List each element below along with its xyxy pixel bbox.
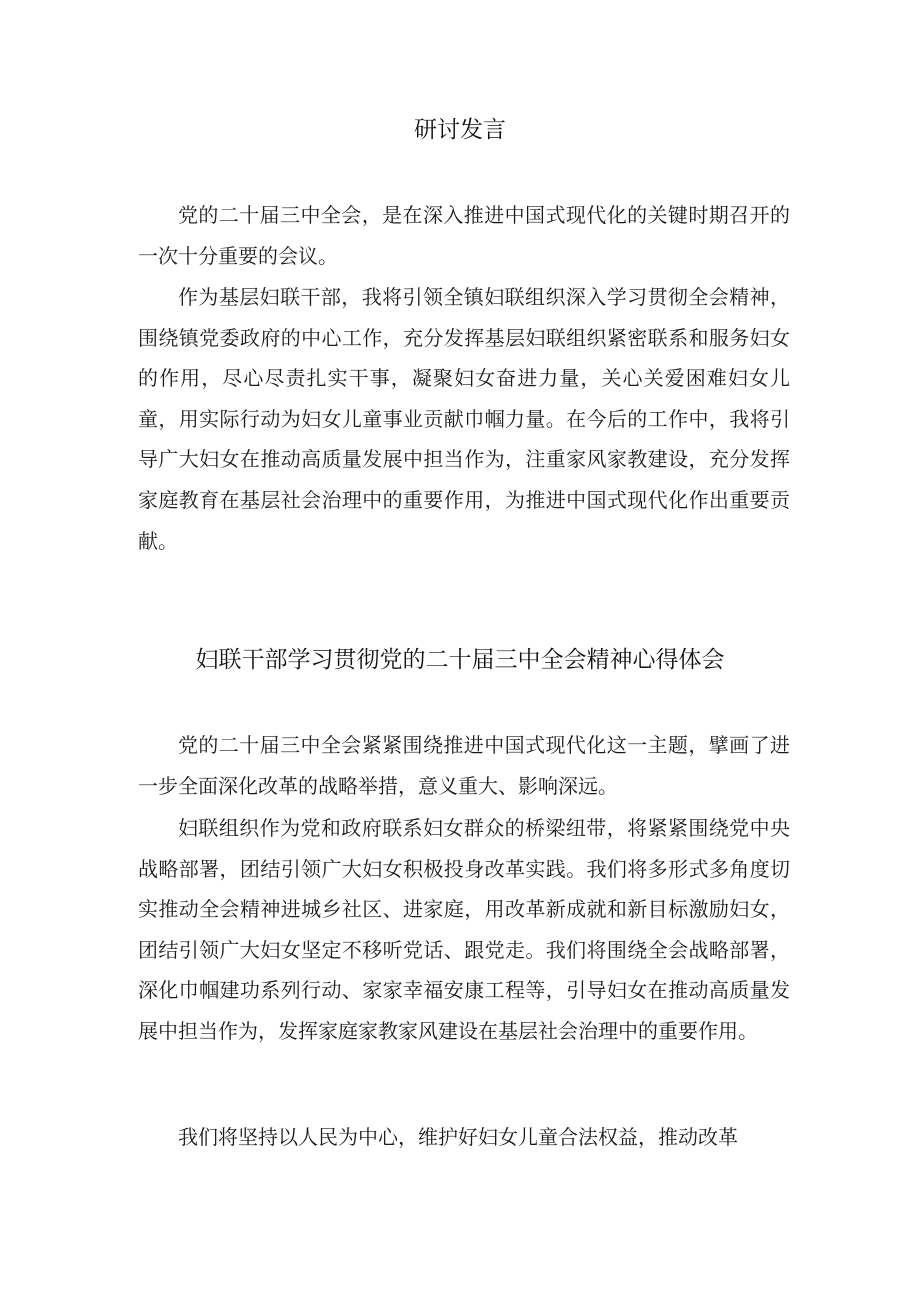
paragraph: 党的二十届三中全会紧紧围绕推进中国式现代化这一主题，擘画了进一步全面深化改革的战略举措，意义重大、影响深远。 bbox=[138, 733, 790, 798]
section-title-experience: 妇联干部学习贯彻党的二十届三中全会精神心得体会 bbox=[195, 647, 725, 673]
paragraph: 妇联组织作为党和政府联系妇女群众的桥梁纽带，将紧紧围绕党中央战略部署，团结引领广大妇女积极投身改革实践。我们将多形式多角度切实推动全会精神进城乡社区、进家庭，用改革新成就和新目标激励妇女，团结引领广大妇女坚定不移听党话、跟党走。我们将围绕全会战略部署，深化巾帼建功系列行动、家家幸福安康工程等，引导妇女在推动高质量发展中担当作为，发挥家庭家教家风建设在基层社会治理中的重要作用。 bbox=[138, 816, 790, 1043]
paragraph: 党的二十届三中全会，是在深入推进中国式现代化的关键时期召开的一次十分重要的会议。 bbox=[138, 203, 790, 268]
section-title-speech: 研讨发言 bbox=[414, 117, 506, 143]
paragraph: 我们将坚持以人民为中心，维护好妇女儿童合法权益，推动改革 bbox=[178, 1125, 738, 1149]
paragraph: 作为基层妇联干部，我将引领全镇妇联组织深入学习贯彻全会精神，围绕镇党委政府的中心工作，充分发挥基层妇联组织紧密联系和服务妇女的作用，尽心尽责扎实干事，凝聚妇女奋进力量，关心关爱困难妇女儿童，用实际行动为妇女儿童事业贡献巾帼力量。在今后的工作中，我将引导广大妇女在推动高质量发展中担当作为，注重家风家教建设，充分发挥家庭教育在基层社会治理中的重要作用，为推进中国式现代化作出重要贡献。 bbox=[138, 285, 790, 553]
